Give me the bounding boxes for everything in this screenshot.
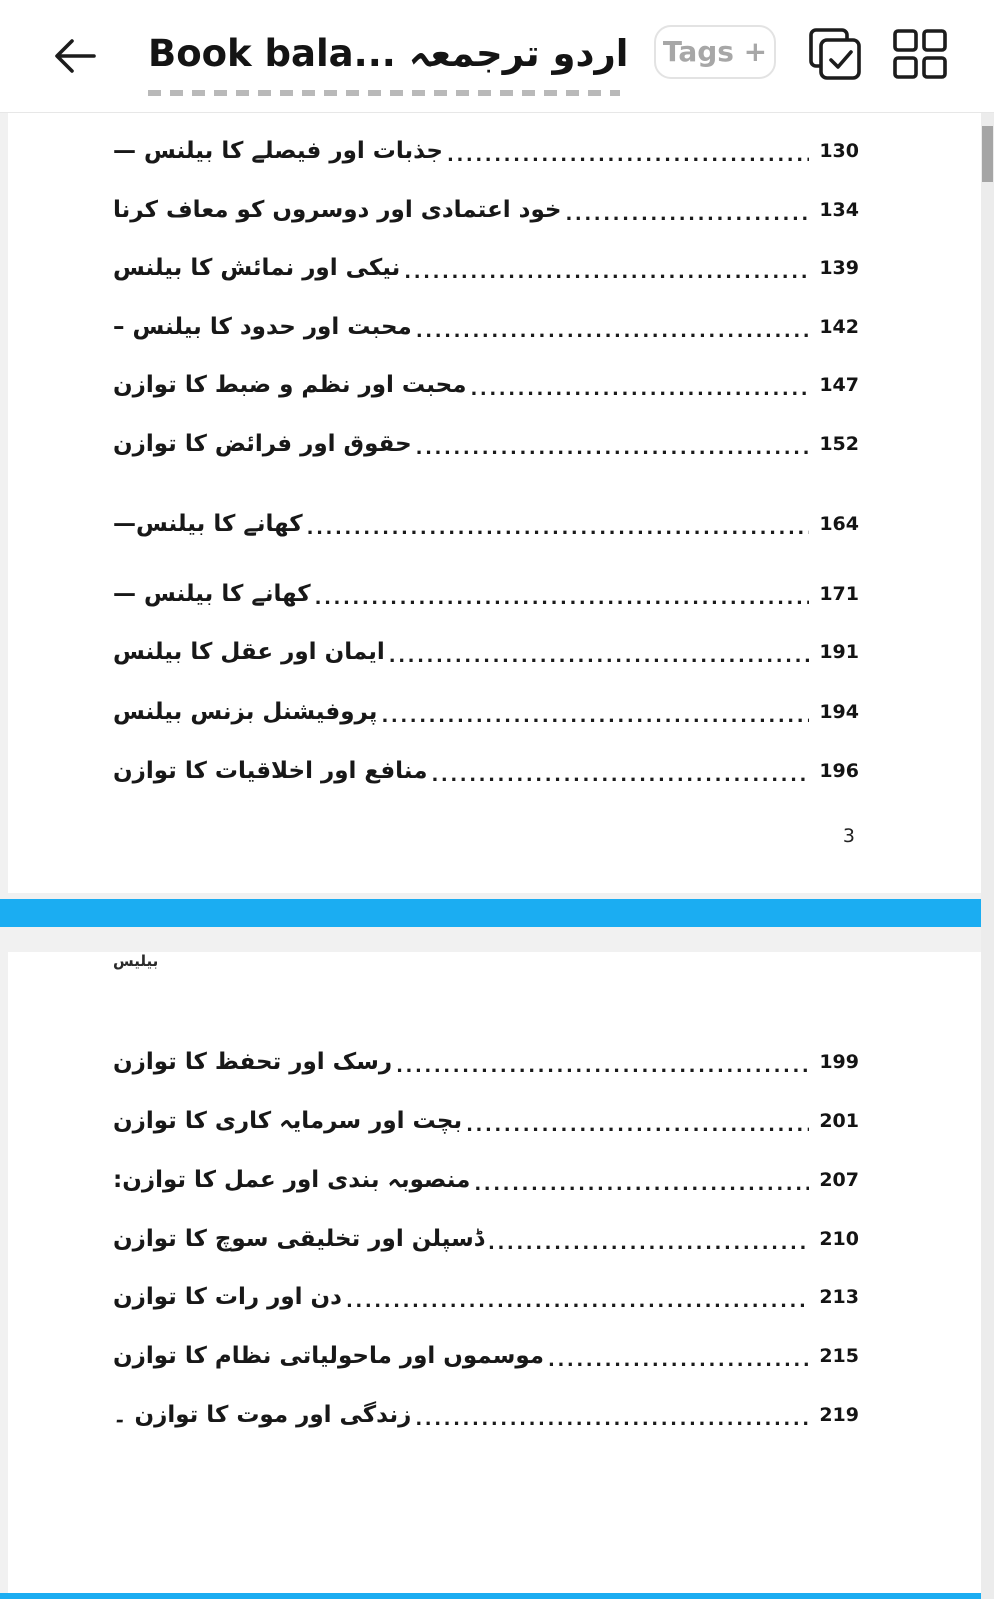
dot-leader (396, 1056, 809, 1077)
tags-button[interactable]: Tags + (654, 25, 776, 79)
dot-leader (381, 706, 809, 727)
toc-entry (113, 1280, 859, 1314)
back-button[interactable] (52, 34, 98, 78)
page-separator-bar-bottom (0, 1593, 994, 1599)
toc-entry-page: 191 (819, 641, 859, 663)
toc-entry-title: خود اعتمادی اور دوسروں کو معاف کرنا (113, 197, 562, 223)
toc-entry-title: پروفیشنل بزنس بیلنس (113, 699, 378, 725)
toc-entry-page: 207 (819, 1169, 859, 1191)
dot-leader (447, 145, 809, 166)
toc-entry (113, 251, 859, 285)
toc-entry-title: محبت اور نظم و ضبط کا توازن (113, 372, 467, 398)
toc-entry (113, 507, 859, 541)
toc-entry-page: 171 (819, 583, 859, 605)
toc-entry-page: 139 (819, 257, 859, 279)
back-arrow-icon (52, 34, 98, 78)
toc-entry-page: 196 (819, 760, 859, 782)
toc-entry (113, 1339, 859, 1373)
toc-entry (113, 427, 859, 461)
pdf-page-number: 3 (842, 825, 855, 847)
toc-entry (113, 310, 859, 344)
toc-entry-page: 130 (819, 140, 859, 162)
app-header (0, 0, 994, 113)
dot-leader (315, 588, 809, 609)
toc-entry (113, 1045, 859, 1079)
toc-entry-title: منصوبہ بندی اور عمل کا توازن: (113, 1167, 471, 1193)
dot-leader (488, 1233, 809, 1254)
dot-leader (474, 1174, 809, 1195)
dot-leader (404, 262, 809, 283)
toc-entry-page: 213 (819, 1286, 859, 1308)
toc-entry (113, 635, 859, 669)
grid-view-button[interactable] (890, 28, 950, 80)
scrollbar-thumb[interactable] (982, 126, 993, 182)
document-title[interactable]: Book bala... اردو ترجمعہ (148, 32, 629, 75)
dot-leader (416, 321, 809, 342)
toc-entry-title: ڈسپلن اور تخلیقی سوچ کا توازن (113, 1226, 485, 1252)
toc-entry (113, 134, 859, 168)
toc-entry (113, 193, 859, 227)
checkbox-stack-icon (805, 26, 861, 82)
toc-entry (113, 1104, 859, 1138)
toc-entry (113, 1222, 859, 1256)
dot-leader (307, 518, 809, 539)
dot-leader (346, 1291, 809, 1312)
document-page-1 (8, 112, 981, 893)
toc-entry-title: ایمان اور عقل کا بیلنس (113, 639, 385, 665)
toc-entry-page: 164 (819, 513, 859, 535)
toc-entry (113, 577, 859, 611)
dot-leader (470, 379, 809, 400)
toc-entry-title: جذبات اور فیصلے کا بیلنس — (113, 138, 444, 164)
dot-leader (431, 765, 809, 786)
grid-icon (891, 28, 949, 80)
running-head: بیلیس (113, 952, 159, 970)
dot-leader (415, 1409, 809, 1430)
toc-entry-page: 142 (819, 316, 859, 338)
toc-entry-title: منافع اور اخلاقیات کا توازن (113, 758, 428, 784)
toc-entry (113, 368, 859, 402)
toc-entry-page: 210 (819, 1228, 859, 1250)
page-separator-bar (0, 899, 994, 927)
toc-entry (113, 1163, 859, 1197)
toc-entry-page: 199 (819, 1051, 859, 1073)
toc-entry (113, 695, 859, 729)
toc-entry-title: نیکی اور نمائش کا بیلنس (113, 255, 401, 281)
toc-entry (113, 754, 859, 788)
toc-entry (113, 1398, 859, 1432)
toc-entry-page: 134 (819, 199, 859, 221)
dot-leader (466, 1115, 809, 1136)
toc-entry-title: حقوق اور فرائض کا توازن (113, 431, 412, 457)
toc-entry-title: موسموں اور ماحولیاتی نظام کا توازن (113, 1343, 545, 1369)
toc-entry-title: بچت اور سرمایہ کاری کا توازن (113, 1108, 463, 1134)
scrollbar-track[interactable] (981, 112, 994, 1599)
toc-entry-title: زندگی اور موت کا توازن ۔ (113, 1402, 412, 1428)
toc-entry-page: 201 (819, 1110, 859, 1132)
toc-entry-page: 152 (819, 433, 859, 455)
select-pages-button[interactable] (804, 26, 862, 82)
toc-entry-title: کھانے کا بیلنس— (113, 511, 303, 537)
toc-entry-page: 215 (819, 1345, 859, 1367)
toc-entry-title: محبت اور حدود کا بیلنس – (113, 314, 412, 340)
dot-leader (548, 1350, 809, 1371)
toc-entry-page: 219 (819, 1404, 859, 1426)
toc-entry-title: کھانے کا بیلنس — (113, 581, 311, 607)
toc-entry-title: رسک اور تحفظ کا توازن (113, 1049, 393, 1075)
toc-entry-title: دن اور رات کا توازن (113, 1284, 342, 1310)
dot-leader (389, 646, 809, 667)
toc-entry-page: 147 (819, 374, 859, 396)
toc-entry-page: 194 (819, 701, 859, 723)
document-page-2 (8, 952, 981, 1593)
dot-leader (416, 438, 809, 459)
dot-leader (565, 204, 809, 225)
title-edit-underline (148, 90, 620, 96)
